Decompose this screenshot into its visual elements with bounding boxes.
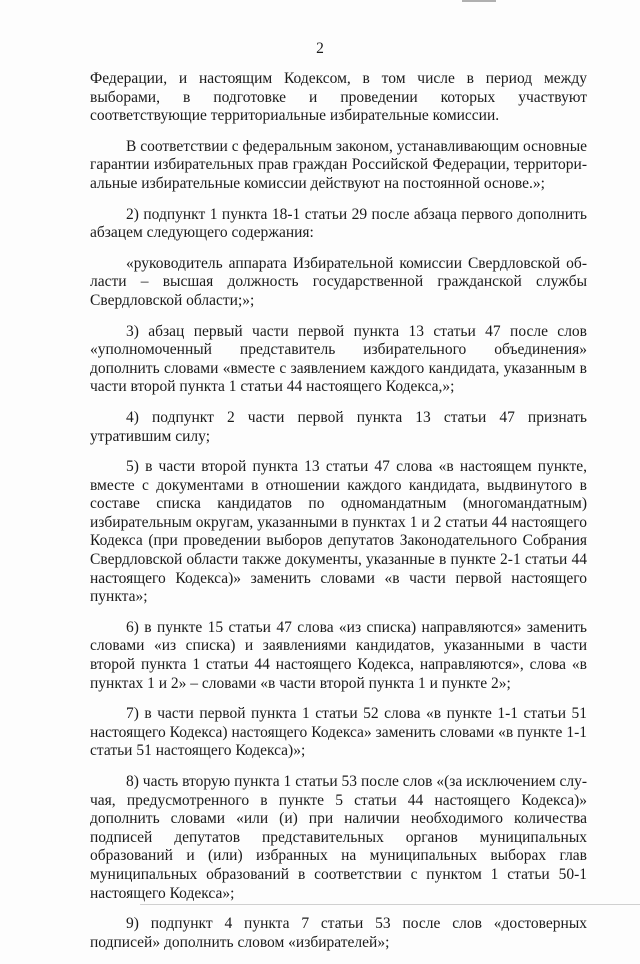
paragraph-item-9: 9) подпункт 4 пункта 7 статьи 53 после слов «достоверных подписей» дополнить словом «избирателей»; [90, 915, 587, 951]
document-body [90, 70, 587, 964]
paragraph-item-2: 2) подпункт 1 пункта 18-1 статьи 29 после абзаца первого дополнить абзацем следующего содержания: [90, 205, 587, 242]
paragraph-item-2-quote: «руководитель аппарата Избирательной комиссии Свердловской области – высшая должность государственной гражданской службы Свердловской области;»; [90, 254, 587, 309]
page-number: 2 [316, 40, 324, 57]
paragraph-federal-law: В соответствии с федеральным законом, устанавливающим основные гарантии избирательных прав граждан Российской Федерации, территориальные избирательные комиссии действуют на постоянной основе.»; [90, 137, 587, 192]
paragraph-item-6: 6) в пункте 15 статьи 47 слова «из списка) направляются» заменить словами «из списка) и заявлениями кандидатов, указанными в части второй пункта 1 статьи 44 настоящего Кодекса, направляются», слова «в пунктах 1 и 2» – словами «в части второй пункта 1 и пункте 2»; [90, 618, 587, 692]
paragraph-item-7: 7) в части первой пункта 1 статьи 52 слова «в пункте 1-1 статьи 51 настоящего Кодекса) настоящего Кодекса» заменить словами «в пункте 1-1 статьи 51 настоящего Кодекса)»; [90, 705, 587, 760]
paragraph-item-4: 4) подпункт 2 части первой пункта 13 статьи 47 признать утратившим силу; [90, 408, 587, 445]
paragraph-item-3: 3) абзац первый части первой пункта 13 статьи 47 после слов «уполномоченный представитель избирательного объединения» дополнить словами «вместе с заявлением каждого кандидата, указанным в части второй пункта 1 статьи 44 настоящего Кодекса,»; [90, 322, 587, 396]
paragraph-item-8: 8) часть вторую пункта 1 статьи 53 после слов «(за исключением случая, предусмотренного в пункте 5 статьи 44 настоящего Кодекса)» дополнить словами «или (и) при наличии необходимого количества подписей депутатов представительных органов муниципальных образований и (или) избранных на муниципальных выборах глав муниципальных образований в соответствии с пунктом 1 статьи 50-1 настоящего Кодекса»; [90, 773, 587, 902]
paragraph-item-5: 5) в части второй пункта 13 статьи 47 слова «в настоящем пункте, вместе с документами в отношении каждого кандидата, выдвинутого в составе списка кандидатов по одномандатным (многомандатным) избирательным округам, указанными в пунктах 1 и 2 статьи 44 настоящего Кодекса (при проведении выборов депутатов Законодательного Собрания Свердловской области также документы, указанные в пункте 2-1 статьи 44 настоящего Кодекса)» заменить словами «в части первой настоящего пункта»; [90, 458, 587, 606]
paragraph-continuation: Федерации, и настоящим Кодексом, в том числе в период между выборами, в подготовке и проведении которых участвуют соответствующие территориальные избирательные комиссии. [90, 70, 587, 125]
scan-artifact-top [462, 0, 496, 2]
